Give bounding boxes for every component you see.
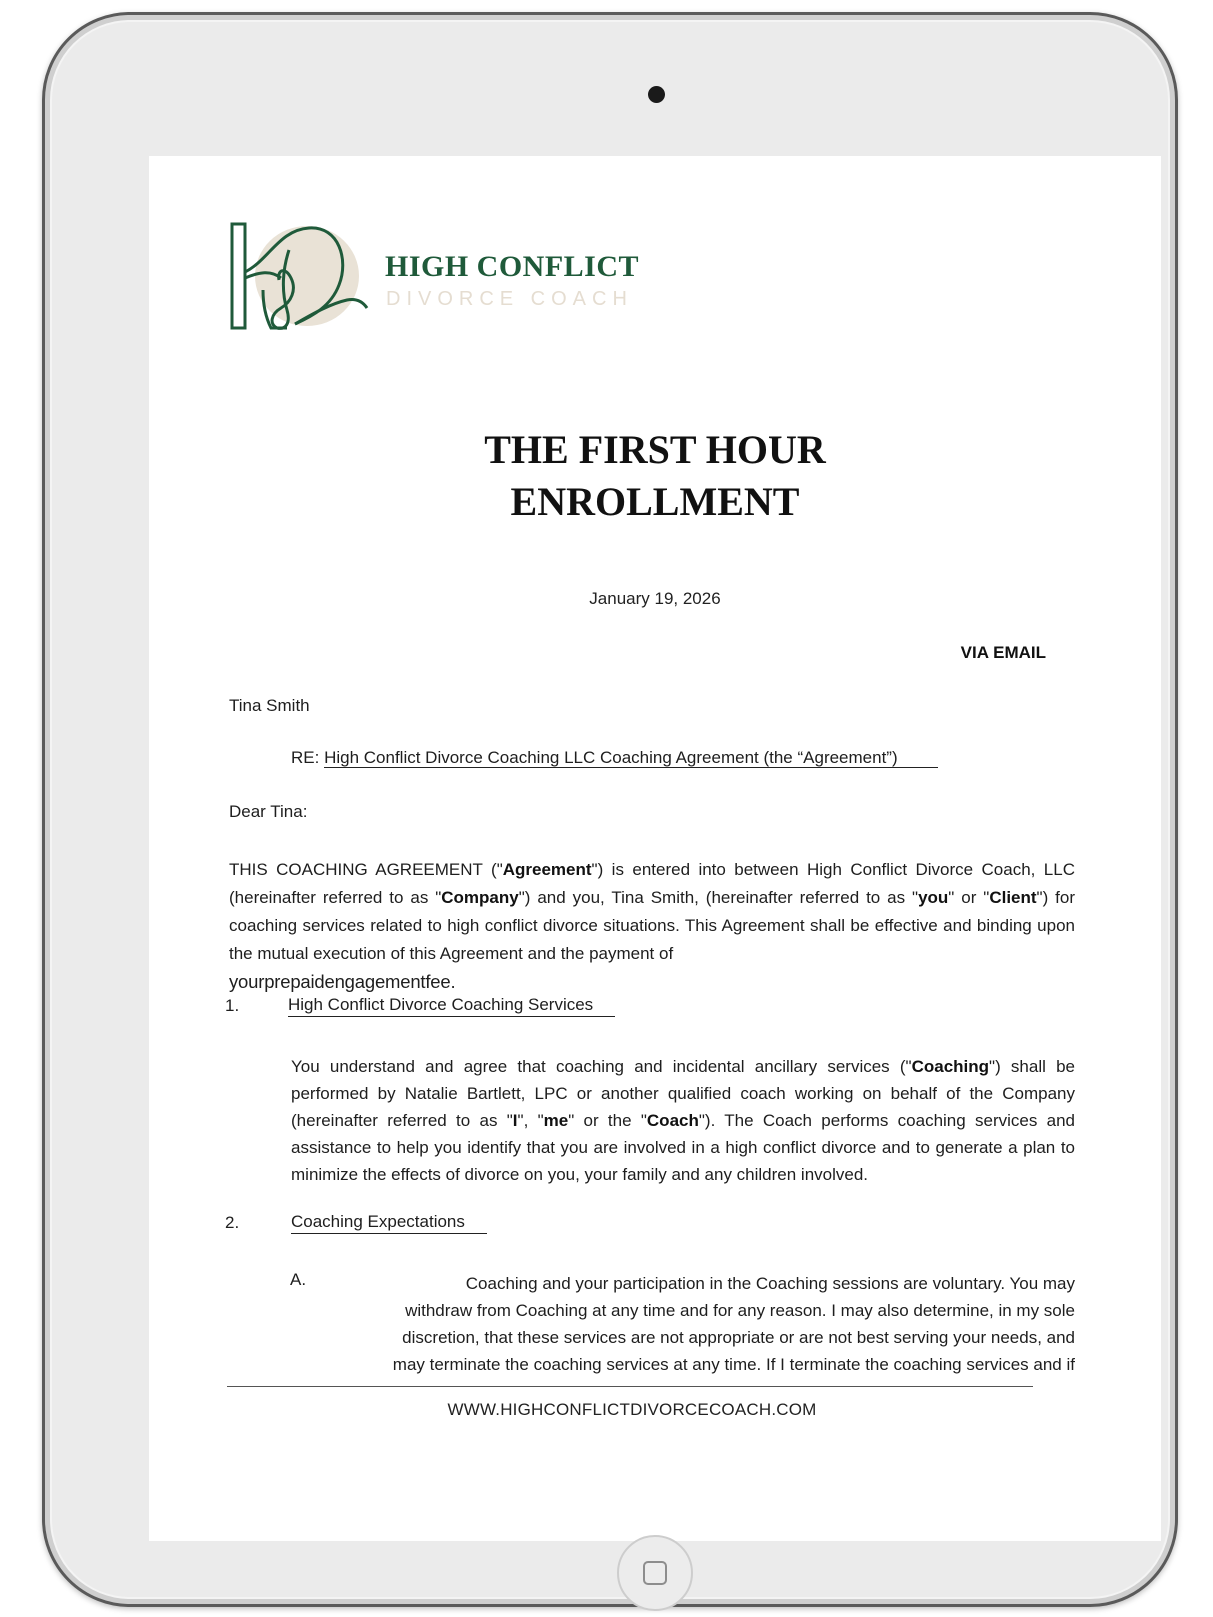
section-2-number: 2. — [225, 1213, 240, 1232]
section-1-bold-term: me — [543, 1111, 569, 1130]
intro-fee-text: yourprepaidengagementfee. — [229, 971, 456, 992]
section-2a-line: discretion, that these services are not appropriate or are not best serving your needs, and — [402, 1328, 1075, 1347]
intro-paragraph — [229, 856, 1075, 997]
footer-website: WWW.HIGHCONFLICTDIVORCECOACH.COM — [447, 1400, 817, 1419]
section-1-text: ", " — [517, 1111, 544, 1130]
section-1-text: You understand and agree that coaching and incidental ancillary services (" — [291, 1057, 912, 1076]
intro-bold-term: Company — [441, 888, 519, 907]
document-date: January 19, 2026 — [589, 589, 721, 608]
tablet-frame — [42, 12, 1178, 1607]
section-2a-label: A. — [290, 1270, 307, 1289]
section-2a-line: Coaching and your participation in the Coaching sessions are voluntary. You may — [465, 1274, 1075, 1293]
logo-emblem-icon — [229, 220, 369, 345]
title-line-1: THE FIRST HOUR — [484, 427, 826, 472]
section-2a-body — [325, 1270, 1075, 1378]
intro-text: ") is entered into between High Conflict Divorce Coach, LLC (hereinafter referred to as " — [229, 860, 1075, 907]
intro-text: ") and you, Tina Smith, (hereinafter referred to as " — [518, 888, 919, 907]
logo-name-bottom: DIVORCE COACH — [386, 288, 633, 310]
section-2a-line: may terminate the coaching services at any time. If I terminate the coaching services and if — [392, 1355, 1075, 1374]
section-1-bold-term: Coach — [646, 1111, 699, 1130]
section-1-bold-term: I — [512, 1111, 518, 1130]
document-page[interactable] — [149, 156, 1161, 1541]
home-square-icon — [643, 1561, 667, 1585]
intro-bold-term: Agreement — [502, 860, 592, 879]
logo-name-top: HIGH CONFLICT — [385, 250, 640, 283]
document-title — [149, 424, 1161, 528]
section-1-text: ") shall be performed by Natalie Bartlett, LPC or another qualified coach working on behalf of the Company (hereinafter referred to as " — [291, 1057, 1075, 1130]
footer-divider — [227, 1386, 1033, 1387]
delivery-method: VIA EMAIL — [960, 643, 1046, 662]
camera-icon — [648, 86, 665, 103]
recipient-name: Tina Smith — [229, 696, 310, 715]
intro-text: " or " — [948, 888, 990, 907]
re-subject: High Conflict Divorce Coaching LLC Coaching Agreement (the “Agreement”) — [324, 748, 938, 768]
intro-text: ") for coaching services related to high conflict divorce situations. This Agreement shall be effective and binding upon the mutual execution of this Agreement and the payment of — [229, 888, 1075, 963]
intro-bold-term: Client — [989, 888, 1037, 907]
section-1-text: " or the " — [568, 1111, 647, 1130]
section-1-text: "). The Coach performs coaching services and assistance to help you identify that you are involved in a high conflict divorce and to generate a plan to minimize the effects of divorce on you, your family and any children involved. — [291, 1111, 1075, 1184]
section-1-bold-term: Coaching — [911, 1057, 990, 1076]
title-line-2: ENROLLMENT — [510, 479, 800, 524]
home-button[interactable] — [617, 1535, 693, 1611]
section-1-body — [291, 1053, 1075, 1188]
intro-bold-term: you — [918, 888, 949, 907]
section-2a-line: withdraw from Coaching at any time and for any reason. I may also determine, in my sole — [405, 1301, 1075, 1320]
salutation: Dear Tina: — [229, 802, 308, 821]
section-1-number: 1. — [225, 996, 240, 1015]
section-1-heading: High Conflict Divorce Coaching Services — [288, 994, 615, 1017]
re-line — [291, 748, 938, 768]
section-2-heading: Coaching Expectations — [291, 1211, 487, 1234]
intro-text: THIS COACHING AGREEMENT (" — [229, 860, 503, 879]
re-prefix: RE: — [291, 748, 320, 767]
